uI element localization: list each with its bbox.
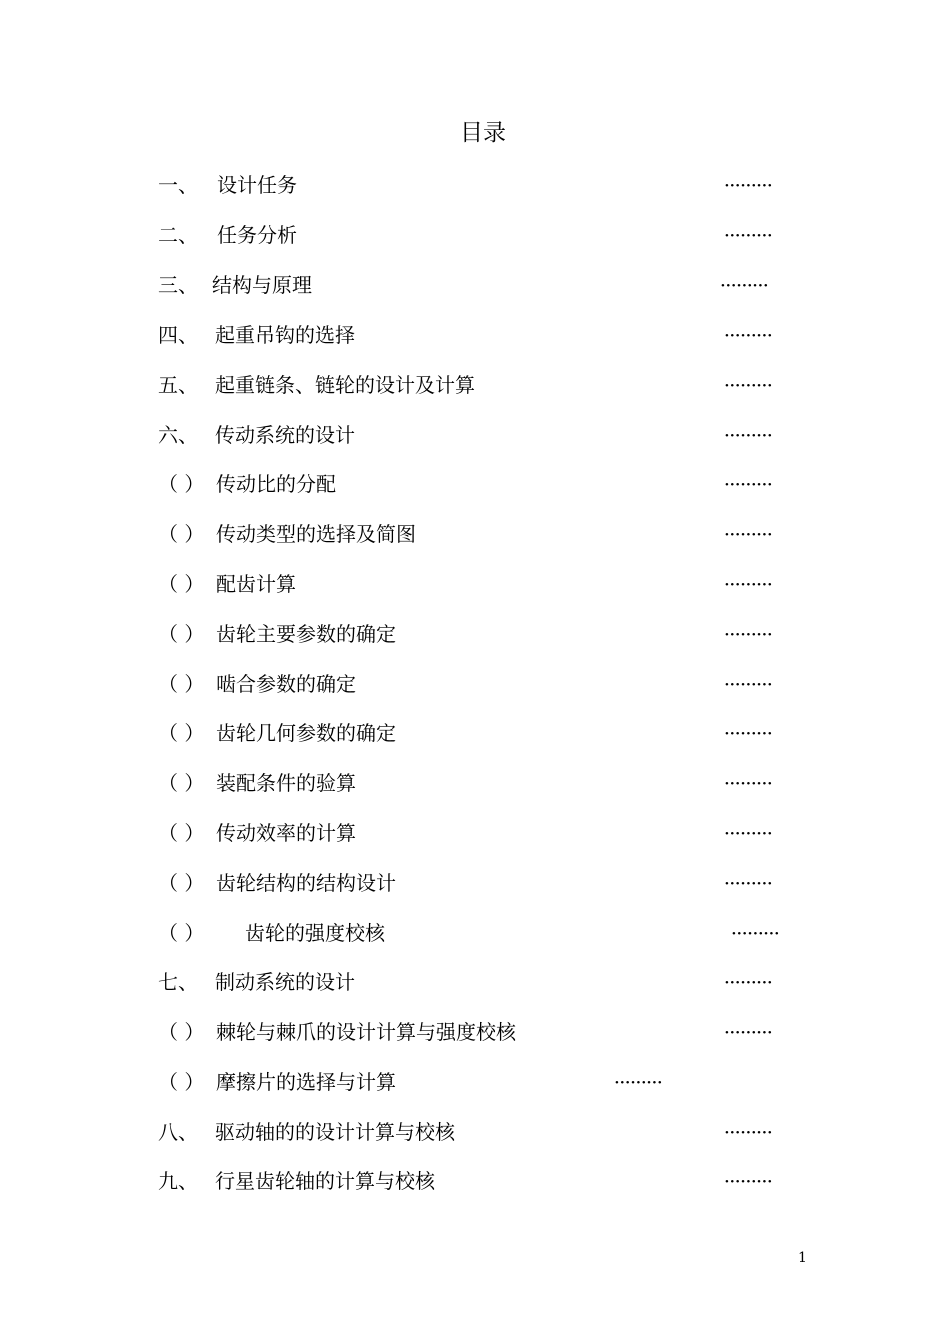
toc-entry-title: 棘轮与棘爪的设计计算与强度校核 <box>216 1020 516 1044</box>
toc-entry-number: （ ） <box>158 572 205 596</box>
toc-entry-number: 八、 <box>158 1120 198 1144</box>
toc-entry-title: 齿轮几何参数的确定 <box>216 721 396 745</box>
toc-leader-dots: ········· <box>723 522 772 546</box>
toc-entry-number: 五、 <box>158 373 198 397</box>
toc-entry <box>158 967 772 997</box>
toc-entry-title: 配齿计算 <box>216 572 296 596</box>
toc-leader-dots: ········· <box>723 622 772 646</box>
toc-leader-dots: ········· <box>719 273 768 297</box>
toc-entry-title: 行星齿轮轴的计算与校核 <box>215 1169 435 1193</box>
toc-entry <box>158 469 772 499</box>
toc-entry-title: 传动效率的计算 <box>216 821 356 845</box>
toc-entry-title: 啮合参数的确定 <box>216 672 356 696</box>
toc-leader-dots: ········· <box>723 821 772 845</box>
toc-entry <box>158 1166 772 1196</box>
toc-entry-title: 齿轮结构的结构设计 <box>216 871 396 895</box>
toc-entry-number: （ ） <box>158 672 205 696</box>
toc-entry-title: 齿轮的强度校核 <box>245 921 385 945</box>
toc-entry <box>158 420 772 450</box>
toc-leader-dots: ········· <box>723 672 772 696</box>
toc-leader-dots: ········· <box>723 721 772 745</box>
toc-entry-title: 设计任务 <box>217 173 297 197</box>
toc-entry <box>158 170 772 200</box>
toc-leader-dots: ········· <box>723 771 772 795</box>
toc-leader-dots: ········· <box>723 1120 772 1144</box>
toc-entry <box>158 768 772 798</box>
toc-entry-number: 九、 <box>158 1169 198 1193</box>
toc-leader-dots: ········· <box>723 1169 772 1193</box>
toc-entry <box>158 519 772 549</box>
toc-entry-number: （ ） <box>158 821 205 845</box>
toc-entry-title: 任务分析 <box>217 223 297 247</box>
toc-entry-title: 摩擦片的选择与计算 <box>216 1070 396 1094</box>
toc-entry <box>158 320 772 350</box>
toc-entry <box>158 1117 772 1147</box>
toc-entry-title: 齿轮主要参数的确定 <box>216 622 396 646</box>
toc-entry-title: 传动比的分配 <box>216 472 336 496</box>
toc-entry <box>158 918 779 948</box>
toc-entry <box>158 619 772 649</box>
toc-leader-dots: ········· <box>723 970 772 994</box>
toc-entry-number: （ ） <box>158 622 205 646</box>
toc-entry <box>158 569 772 599</box>
toc-entry <box>158 669 772 699</box>
toc-entry-number: （ ） <box>158 721 205 745</box>
toc-entry-title: 传动类型的选择及简图 <box>216 522 416 546</box>
toc-entry-number: 三、 <box>158 273 198 297</box>
toc-entry-title: 制动系统的设计 <box>215 970 355 994</box>
toc-leader-dots: ········· <box>723 1020 772 1044</box>
toc-leader-dots: ········· <box>723 423 772 447</box>
page-title: 目录 <box>460 120 506 146</box>
toc-entry-title: 起重吊钩的选择 <box>215 323 355 347</box>
toc-leader-dots: ········· <box>723 323 772 347</box>
toc-entry-title: 传动系统的设计 <box>215 423 355 447</box>
toc-entry-number: （ ） <box>158 871 205 895</box>
toc-entry-number: （ ） <box>158 921 205 945</box>
page-number: 1 <box>798 1250 807 1266</box>
toc-leader-dots: ········· <box>723 572 772 596</box>
toc-leader-dots: ········· <box>723 373 772 397</box>
toc-entry <box>158 1067 662 1097</box>
toc-leader-dots: ········· <box>723 871 772 895</box>
toc-entry-number: （ ） <box>158 472 205 496</box>
toc-entry-number: （ ） <box>158 522 205 546</box>
toc-entry <box>158 1017 772 1047</box>
toc-leader-dots: ········· <box>723 223 772 247</box>
toc-entry-number: 二、 <box>158 223 198 247</box>
toc-entry-number: 六、 <box>158 423 198 447</box>
toc-entry-number: 四、 <box>158 323 198 347</box>
toc-entry-number: （ ） <box>158 1020 205 1044</box>
toc-entry-title: 结构与原理 <box>212 273 312 297</box>
toc-entry-title: 起重链条、链轮的设计及计算 <box>215 373 475 397</box>
toc-entry-number: （ ） <box>158 1070 205 1094</box>
toc-leader-dots: ········· <box>613 1070 662 1094</box>
toc-leader-dots: ········· <box>730 921 779 945</box>
toc-leader-dots: ········· <box>723 173 772 197</box>
toc-entry-number: （ ） <box>158 771 205 795</box>
toc-entry <box>158 818 772 848</box>
toc-entry-title: 装配条件的验算 <box>216 771 356 795</box>
toc-entry-number: 一、 <box>158 173 198 197</box>
toc-entry-number: 七、 <box>158 970 198 994</box>
toc-entry-title: 驱动轴的的设计计算与校核 <box>215 1120 455 1144</box>
toc-entry <box>158 370 772 400</box>
toc-entry <box>158 270 768 300</box>
toc-leader-dots: ········· <box>723 472 772 496</box>
toc-entry <box>158 220 772 250</box>
toc-entry <box>158 718 772 748</box>
toc-entry <box>158 868 772 898</box>
